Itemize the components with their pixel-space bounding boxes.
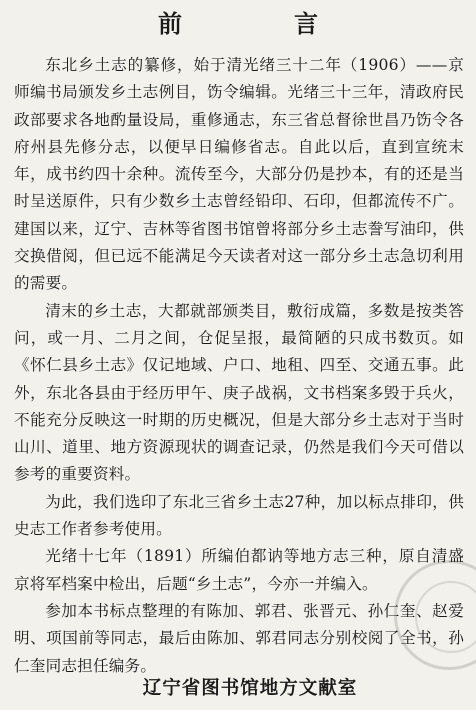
preface-body — [14, 52, 464, 680]
paragraph: 光绪十七年（1891）所编伯都讷等地方志三种，原自清盛京将军档案中检出，后题“乡土志”，今亦一并编入。 — [14, 547, 464, 593]
page-title: 前 言 — [158, 9, 362, 38]
signature: 辽宁省图书馆地方文献室 — [142, 678, 358, 699]
paragraph: 清末的乡土志，大都就部颁类目，敷衍成篇，多数是按类答问，或一月、二月之间，仓促呈报，最简陋的只成书数页。如《怀仁县乡土志》仅记地域、户口、地租、四至、交通五事。此外，东北各县由于经历甲午、庚子战祸，文书档案多毁于兵火，不能充分反映这一时期的历史概况，但是大部分乡土志对于当时山川、道里、地方资源现状的调查记录，仍然是我们今天可借以参考的重要资料。 — [14, 301, 464, 484]
paragraph: 为此，我们选印了东北三省乡土志27种，加以标点排印，供史志工作者参考使用。 — [14, 492, 464, 539]
paragraph: 参加本书标点整理的有陈加、郭君、张晋元、孙仁奎、赵爱明、项国前等同志，最后由陈加、郭君同志分别校阅了全书，孙仁奎同志担任编务。 — [14, 601, 464, 675]
paragraph: 东北乡土志的纂修，始于清光绪三十二年（1906）——京师编书局颁发乡土志例目，饬令编辑。光绪三十三年，清政府民政部要求各地酌量设局，重修通志，东三省总督徐世昌乃饬令各府州县先修分志，以便早日编修省志。自此以后，直到宣统末年，成书约四十余种。流传至今，大部分仍是抄本，有的还是当时呈送原件，只有少数乡土志曾经铅印、石印，但都流传不广。建国以来，辽宁、吉林等省图书馆曾将部分乡土志誊写油印，供交换借阅，但已远不能满足今天读者对这一部分乡土志急切利用的需要。 — [14, 56, 464, 293]
